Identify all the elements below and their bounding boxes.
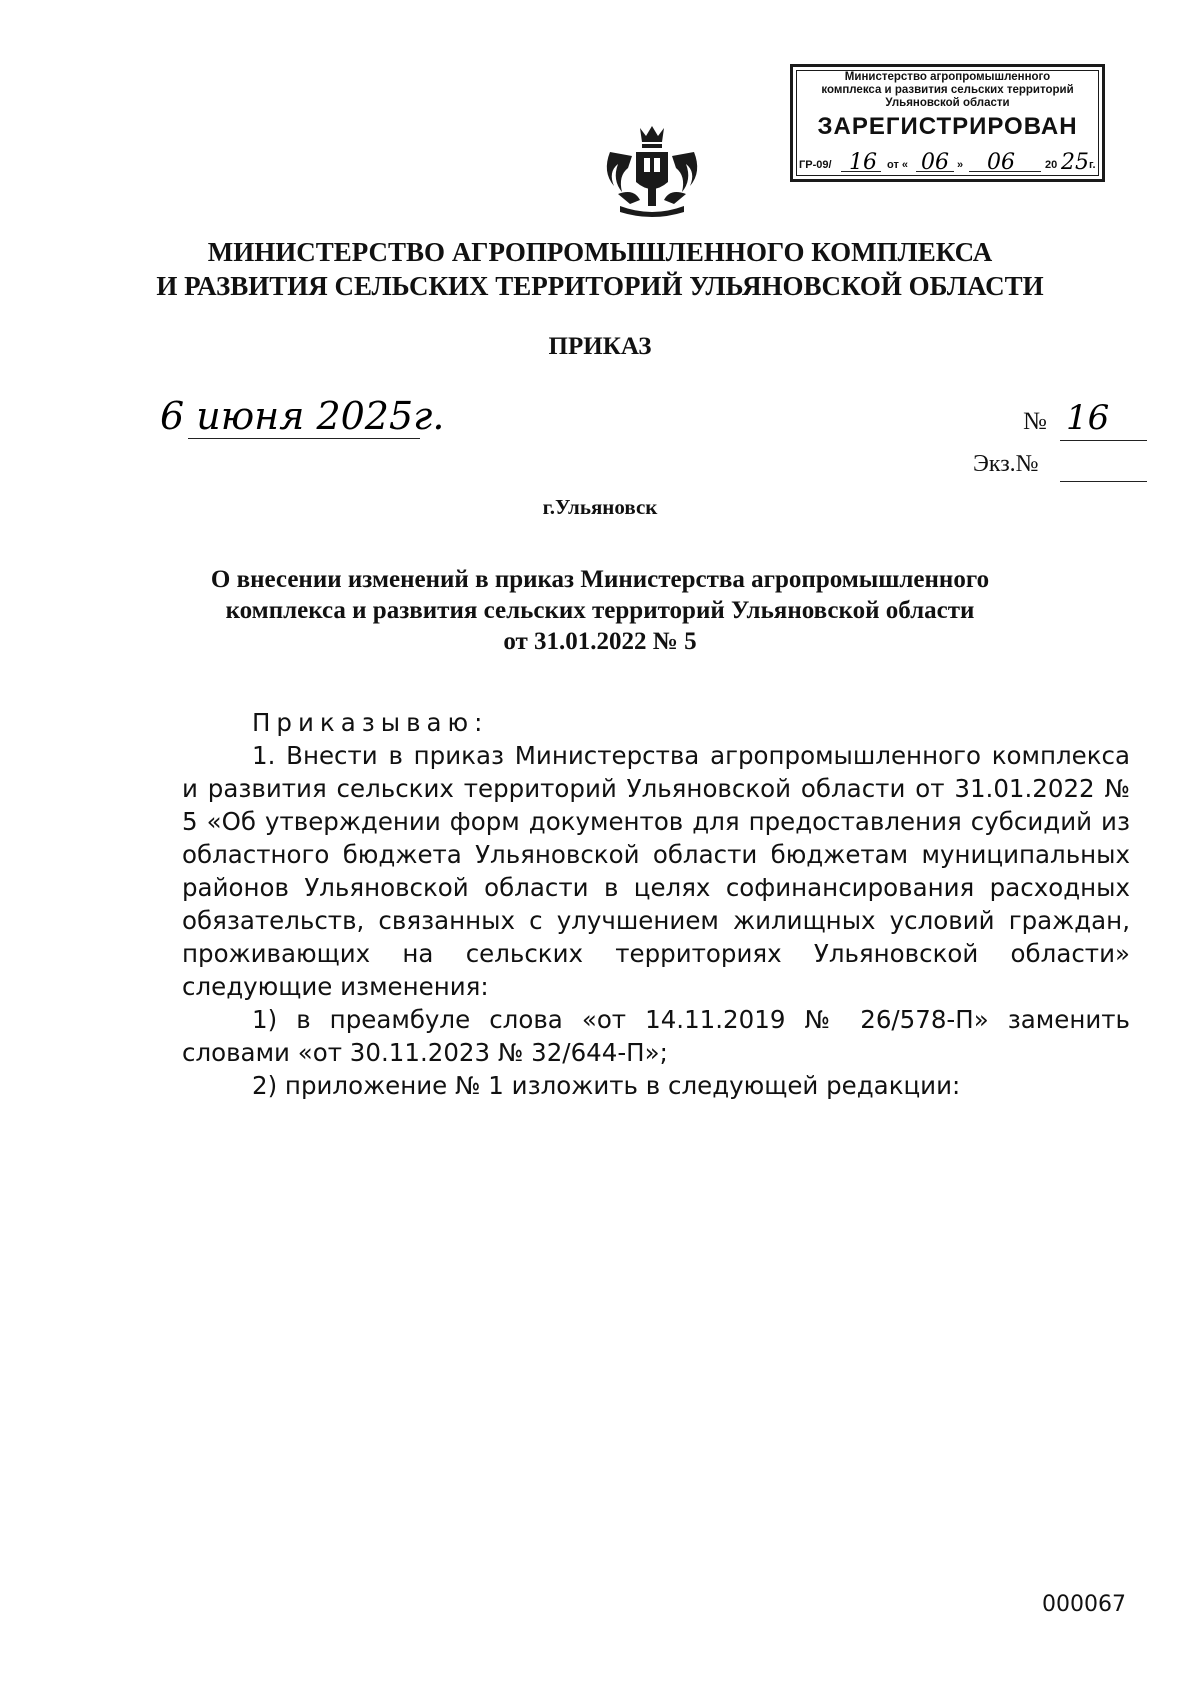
- registration-stamp: [790, 64, 1105, 182]
- city: г.Ульяновск: [542, 495, 658, 519]
- ministry-header-line: И РАЗВИТИЯ СЕЛЬСКИХ ТЕРРИТОРИЙ УЛЬЯНОВСКОЙ ОБЛАСТИ: [156, 271, 1044, 301]
- stamp-title: ЗАРЕГИСТРИРОВАН: [817, 113, 1078, 140]
- document-title: ПРИКАЗ: [548, 333, 652, 360]
- subject-line: от 31.01.2022 № 5: [503, 628, 697, 655]
- order-subject: [0, 564, 1200, 657]
- copy-number-underline: [1060, 481, 1147, 482]
- order-number-underline: [1060, 440, 1147, 441]
- stamp-quote-close: »: [957, 159, 964, 171]
- stamp-year-mark: г.: [1089, 159, 1096, 171]
- order-number-handwritten: 16: [1066, 398, 1110, 438]
- stamp-organization: [793, 71, 1102, 110]
- page-number: 000067: [1042, 1592, 1126, 1617]
- stamp-org-line: комплекса и развития сельских территорий: [821, 84, 1074, 96]
- stamp-from-label: от «: [887, 159, 909, 171]
- ministry-header-line: МИНИСТЕРСТВО АГРОПРОМЫШЛЕННОГО КОМПЛЕКСА: [207, 237, 993, 267]
- subject-line: комплекса и развития сельских территорий Ульяновской области: [225, 597, 975, 624]
- date-underline: [188, 438, 420, 439]
- order-item-1: 1. Внести в приказ Министерства агропромышленного комплекса и развития сельских территорий Ульяновской области от 31.01.2022 № 5 «Об утверждении форм документов для предоставления субсидий из областного бюджета Ульяновской области бюджетам муниципальных районов Ульяновской области в целях софинансирования расходных обязательств, связанных с улучшением жилищных условий граждан, проживающих на сельских территориях Ульяновской области» следующие изменения:: [182, 741, 1130, 1001]
- stamp-org-line: Ульяновской области: [885, 97, 1010, 109]
- stamp-year-suffix: 25: [1061, 150, 1089, 175]
- subject-line: О внесении изменений в приказ Министерства агропромышленного: [210, 566, 990, 593]
- stamp-reg-number: 16: [849, 150, 877, 175]
- order-directive: Приказываю:: [252, 708, 489, 737]
- stamp-registration-line: [799, 151, 1099, 175]
- order-body: [182, 706, 1130, 1102]
- copy-number-label: Экз.№: [973, 451, 1039, 477]
- stamp-month: 06: [987, 150, 1015, 175]
- stamp-year-prefix: 20: [1045, 159, 1058, 171]
- order-subitem-2: 2) приложение № 1 изложить в следующей редакции:: [252, 1071, 961, 1100]
- order-subitem-1: 1) в преамбуле слова «от 14.11.2019 № 26/578-П» заменить словами «от 30.11.2023 № 32/644-П»;: [182, 1005, 1130, 1067]
- coat-of-arms-icon: [600, 122, 704, 222]
- order-number-label: №: [1023, 408, 1047, 435]
- stamp-reg-prefix: ГР-09/: [799, 159, 832, 171]
- stamp-org-line: Министерство агропромышленного: [844, 71, 1051, 83]
- stamp-day: 06: [921, 150, 949, 175]
- ministry-header: [0, 235, 1200, 303]
- order-date-handwritten: 6 июня 2025г.: [160, 394, 445, 438]
